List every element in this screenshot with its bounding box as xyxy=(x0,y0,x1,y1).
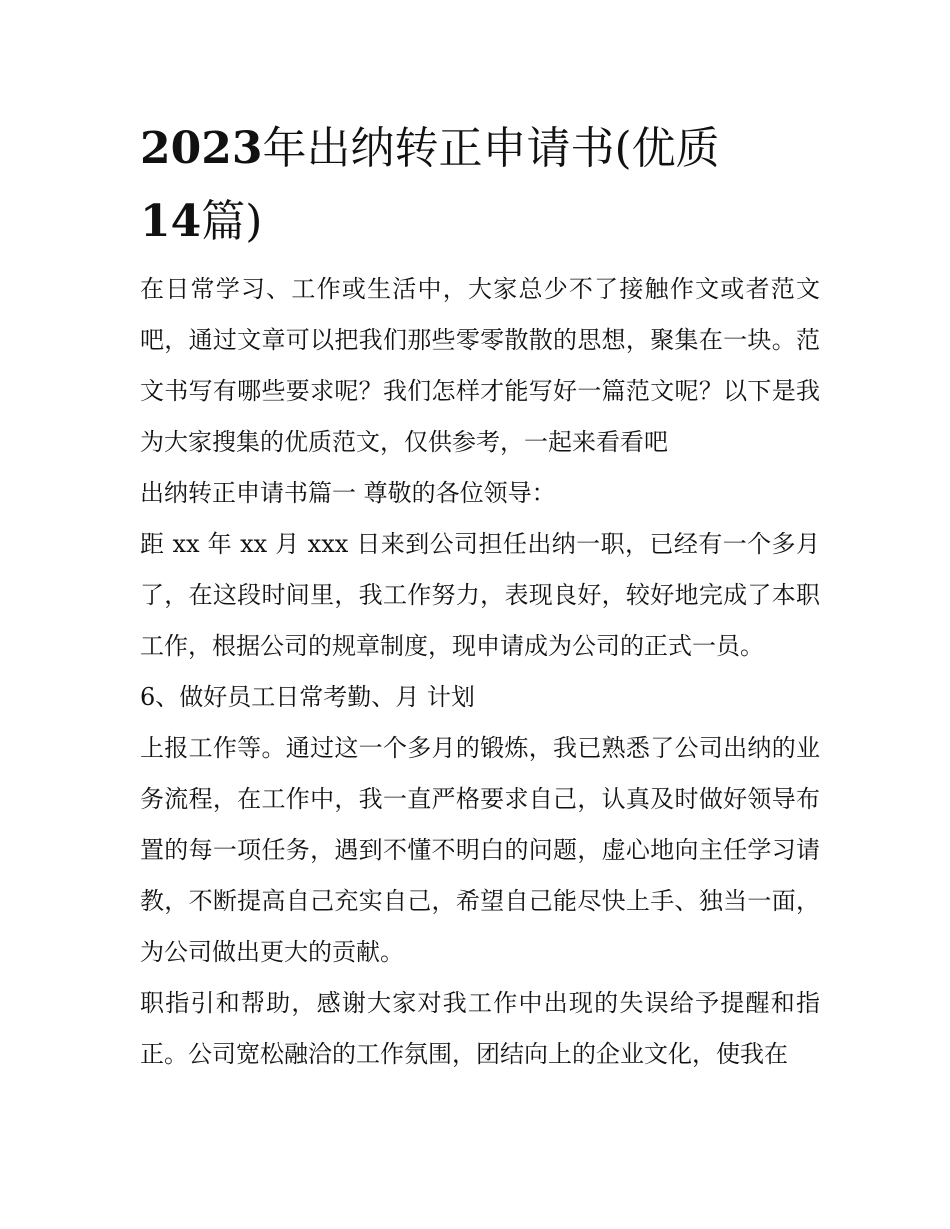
title-year: 2023 xyxy=(140,123,263,174)
title-text: 年出纳转正申请书(优质 xyxy=(262,123,720,174)
paragraph-list-item: 6、做好员工日常考勤、月 计划 xyxy=(140,683,475,711)
paragraph-intro: 在日常学习、工作或生活中，大家总少不了接触作文或者范文吧，通过文章可以把我们那些零零散散的思想，聚集在一块。范文书写有哪些要求呢？我们怎样才能写好一篇范文呢？以下是我为大家搜集的优质范文，仅供参考，一起来看看吧 xyxy=(140,275,820,456)
document-body xyxy=(140,112,820,1080)
title-text-end: 篇) xyxy=(201,196,263,247)
document-title xyxy=(140,112,820,258)
paragraph-body-3: 职指引和帮助，感谢大家对我工作中出现的失误给予提醒和指正。公司宽松融洽的工作氛围，团结向上的企业文化，使我在 xyxy=(140,989,820,1068)
paragraph-heading: 出纳转正申请书篇一 尊敬的各位领导： xyxy=(140,479,556,507)
paragraph-body-1: 距 xx 年 xx 月 xxx 日来到公司担任出纳一职，已经有一个多月了，在这段时间里，我工作努力，表现良好，较好地完成了本职工作，根据公司的规章制度，现申请成为公司的正式一员。 xyxy=(140,530,820,660)
title-count: 14 xyxy=(140,196,202,247)
paragraph-body-2: 上报工作等。通过这一个多月的锻炼，我已熟悉了公司出纳的业务流程，在工作中，我一直严格要求自己，认真及时做好领导布置的每一项任务，遇到不懂不明白的问题，虚心地向主任学习请教，不断提高自己充实自己，希望自己能尽快上手、独当一面，为公司做出更大的贡献。 xyxy=(140,734,820,966)
